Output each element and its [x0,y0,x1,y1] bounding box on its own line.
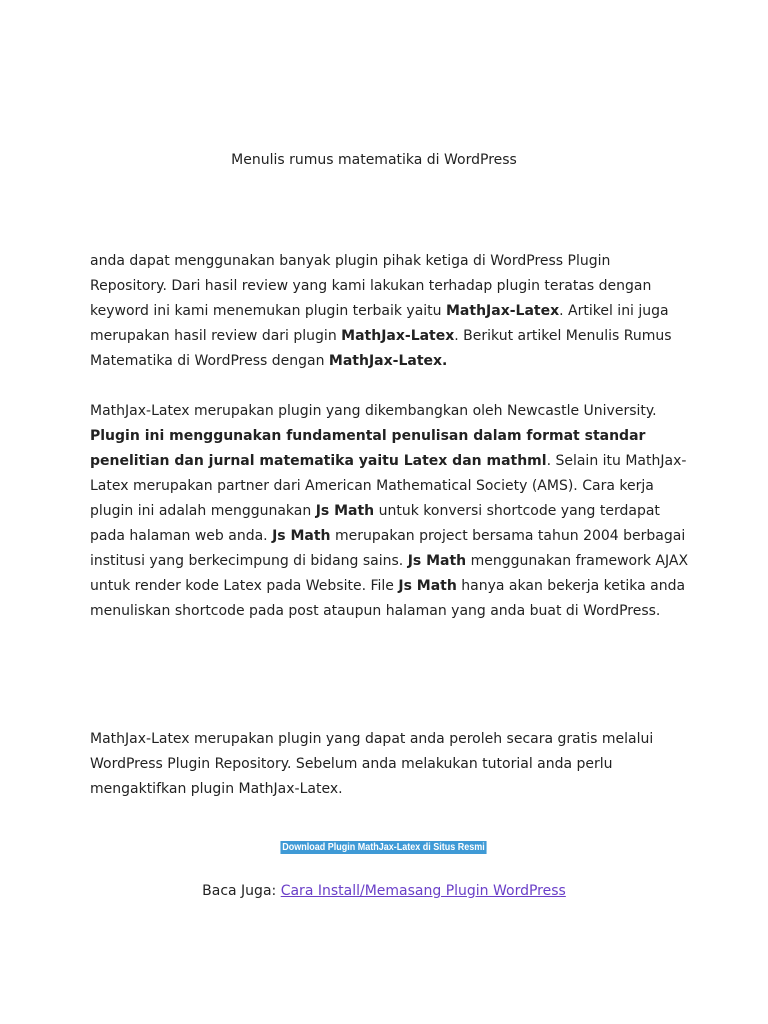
page-title: Menulis rumus matematika di WordPress [231,152,517,168]
baca-juga-label: Baca Juga: [202,883,277,899]
text-run: . Artikel ini juga merupakan hasil review dari plugin [90,303,669,344]
text-run: hanya akan bekerja ketika anda menuliskan shortcode pada post ataupun halaman yang anda buat di WordPress. [90,578,686,619]
text-run: untuk konversi shortcode yang terdapat pada halaman web anda. [90,503,660,544]
baca-juga-link[interactable]: Cara Install/Memasang Plugin WordPress [280,883,566,899]
text-run: MathJax-Latex merupakan plugin yang dikembangkan oleh Newcastle University. [90,403,657,419]
bold-text: Js Math [272,528,331,544]
text-run: . Selain itu MathJax-Latex merupakan partner dari American Mathematical Society (AMS). Cara kerja plugin ini adalah menggunakan [90,453,687,519]
bold-text: Js Math [407,553,467,569]
bold-text: Js Math [398,578,457,594]
text-run: merupakan project bersama tahun 2004 berbagai institusi yang berkecimpung di bidang sains. [90,528,686,569]
bold-text: Js Math [315,503,375,519]
download-row [0,835,768,854]
text-run: MathJax-Latex merupakan plugin yang dapat anda peroleh secara gratis melalui WordPress Plugin Repository. Sebelum anda melakukan tutorial anda perlu mengaktifkan plugin MathJax-Latex. [90,731,654,797]
paragraph-description [90,399,690,624]
paragraph-intro [90,249,690,374]
bold-text: MathJax-Latex. [328,353,448,369]
text-run: . Berikut artikel Menulis Rumus Matematika di WordPress dengan [90,328,672,369]
baca-juga [0,881,768,901]
text-run: anda dapat menggunakan banyak plugin pihak ketiga di WordPress Plugin Repository. Dari hasil review yang kami lakukan terhadap plugin teratas dengan keyword ini kami menemukan plugin terbaik yaitu [90,253,652,319]
paragraph-availability [90,727,690,802]
download-plugin-button[interactable]: Download Plugin MathJax-Latex di Situs Resmi [282,842,486,853]
bold-text: MathJax-Latex [446,303,560,319]
bold-text: MathJax-Latex [341,328,455,344]
text-run: menggunakan framework AJAX untuk render kode Latex pada Website. File [90,553,689,594]
bold-text: Plugin ini menggunakan fundamental penulisan dalam format standar penelitian dan jurnal matematika yaitu Latex dan mathml [90,428,646,469]
